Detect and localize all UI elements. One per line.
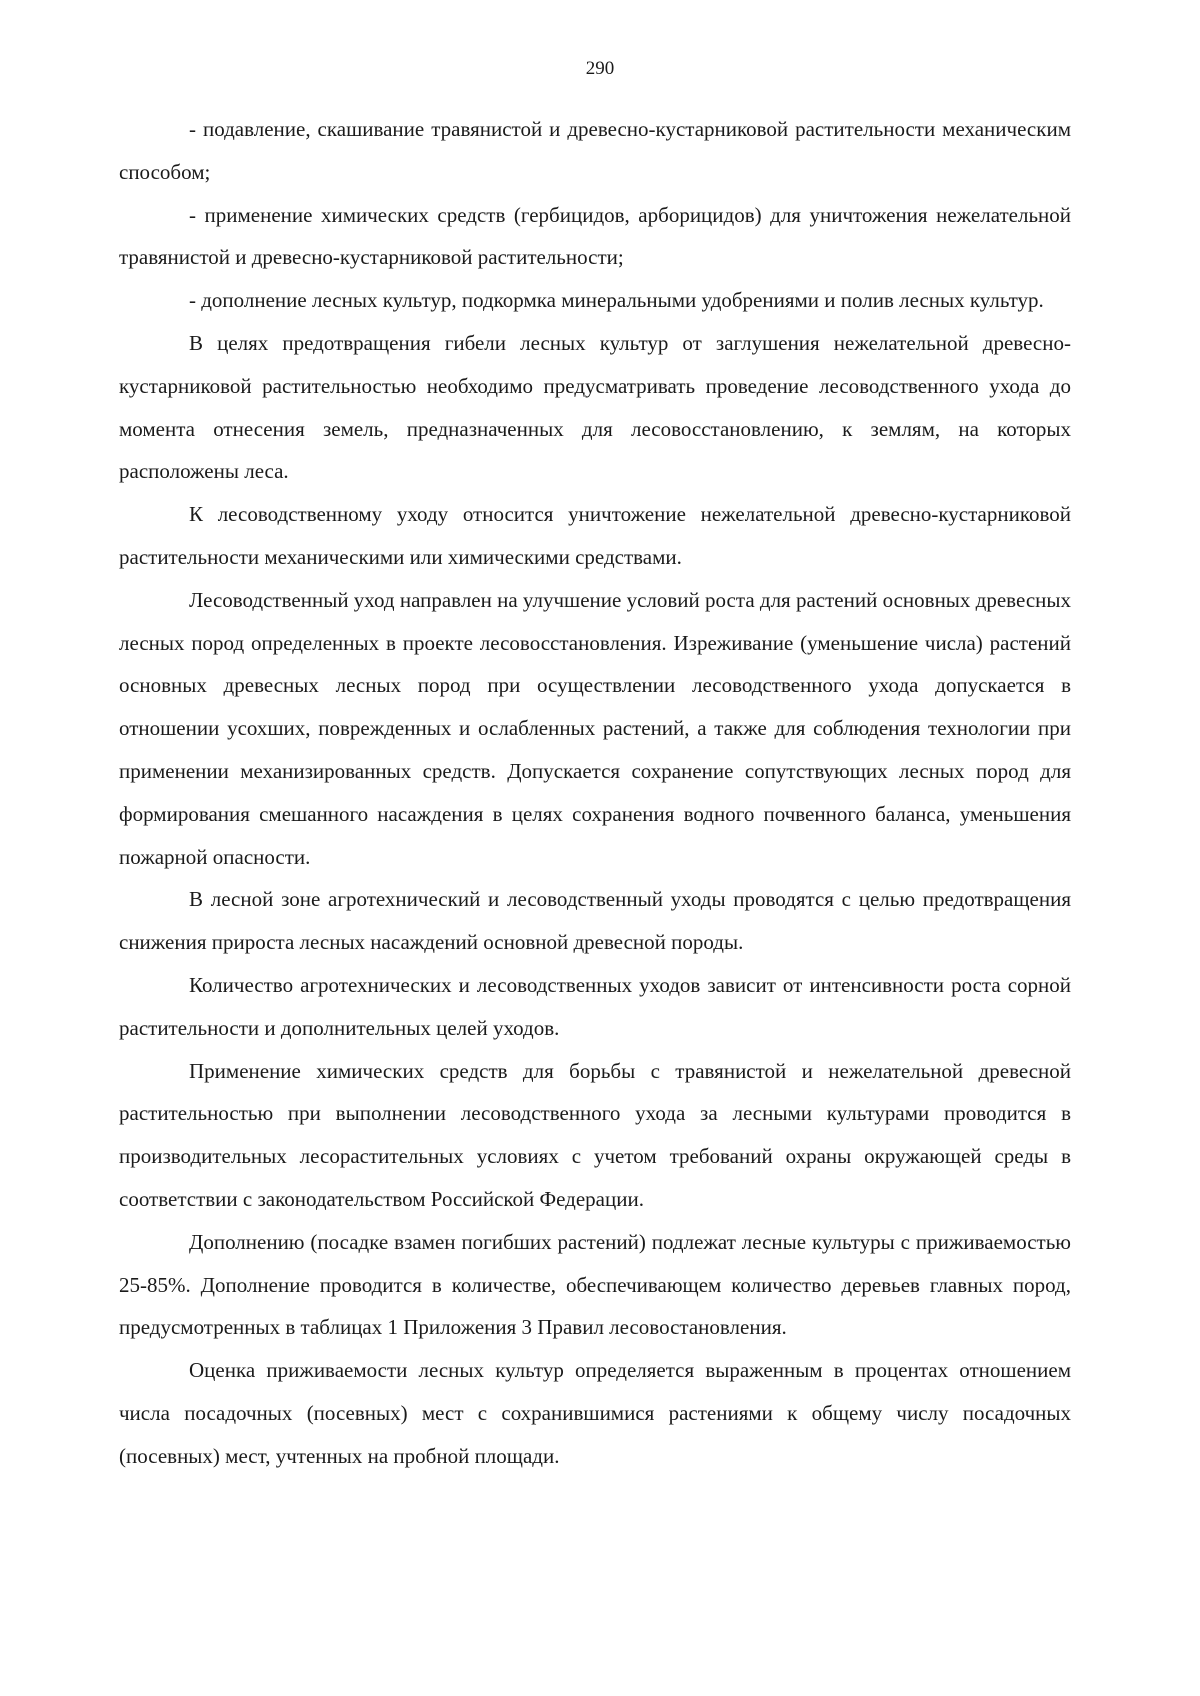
paragraph-list-item-mechanical-suppression: - подавление, скашивание травянистой и древесно-кустарниковой растительности механическим способом; <box>119 117 1071 184</box>
paragraph-number-of-cares: Количество агротехнических и лесоводственных уходов зависит от интенсивности роста сорной растительности и дополнительных целей уходов. <box>119 972 1071 1040</box>
paragraph-supplementing-survival: Дополнению (посадке взамен погибших растений) подлежат лесные культуры с приживаемостью 25-85%. Дополнение проводится в количестве, обеспечивающем количество деревьев главных пород, предусмотренных в таблицах 1 Приложения 3 Правил лесовостановления. <box>119 1229 1071 1340</box>
page-number: 290 <box>585 58 615 79</box>
paragraph-silvicultural-care-purpose: Лесоводственный уход направлен на улучшение условий роста для растений основных древесных лесных пород определенных в проекте лесовосстановления. Изреживание (уменьшение числа) растений основных древесных лесных пород при осуществлении лесоводственного ухода допускается в отношении усохших, поврежденных и ослабленных растений, а также для соблюдения технологии при применении механизированных средств. Допускается сохранение сопутствующих лесных пород для формирования смешанного насаждения в целях сохранения водного почвенного баланса, уменьшения пожарной опасности. <box>119 587 1071 869</box>
paragraph-list-item-chemical-means: - применение химических средств (гербицидов, арборицидов) для уничтожения нежелательной травянистой и древесно-кустарниковой растительности; <box>119 202 1071 270</box>
paragraph-forest-zone-care: В лесной зоне агротехнический и лесоводственный уходы проводятся с целью предотвращения снижения прироста лесных насаждений основной древесной породы. <box>119 887 1071 955</box>
document-body <box>119 108 1071 1478</box>
paragraph-chemical-application: Применение химических средств для борьбы с травянистой и нежелательной древесной растительностью при выполнении лесоводственного ухода за лесными культурами проводится в производительных лесорастительных условиях с учетом требований охраны окружающей среды в соответствии с законодательством Российской Федерации. <box>119 1058 1071 1211</box>
paragraph-survival-assessment: Оценка приживаемости лесных культур определяется выраженным в процентах отношением числа посадочных (посевных) мест с сохранившимися растениями к общему числу посадочных (посевных) мест, учтенных на пробной площади. <box>119 1358 1071 1468</box>
paragraph-list-item-supplementing-cultures: - дополнение лесных культур, подкормка минеральными удобрениями и полив лесных культур. <box>189 288 1044 313</box>
paragraph-preventing-death: В целях предотвращения гибели лесных культур от заглушения нежелательной древесно-кустарниковой растительностью необходимо предусматривать проведение лесоводственного ухода до момента отнесения земель, предназначенных для лесовосстановлению, к землям, на которых расположены леса. <box>119 330 1071 484</box>
paragraph-silvicultural-care-definition: К лесоводственному уходу относится уничтожение нежелательной древесно-кустарниковой растительности механическими или химическими средствами. <box>119 502 1071 569</box>
